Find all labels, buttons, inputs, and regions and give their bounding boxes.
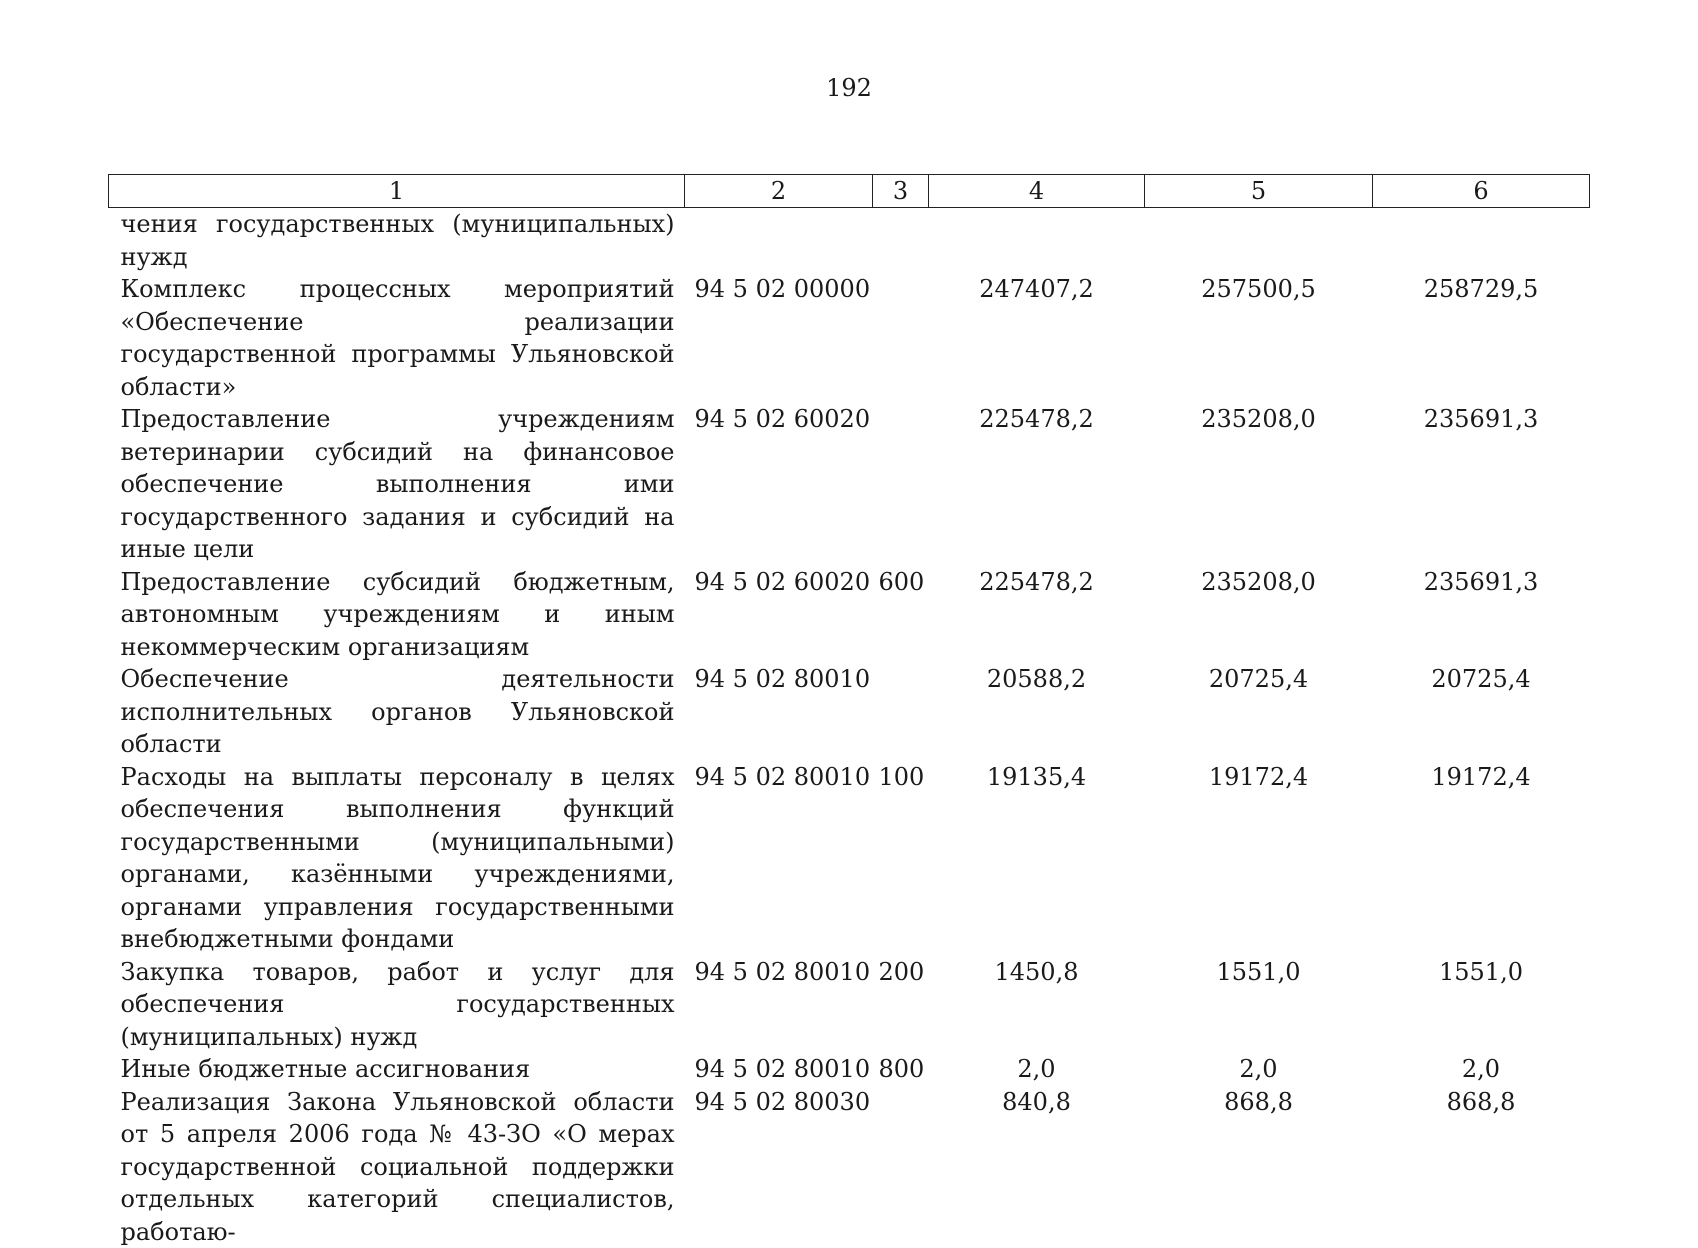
row-value-6: 235691,3 (1373, 403, 1590, 566)
row-code: 94 5 02 80030 (685, 1086, 873, 1248)
row-value-4: 20588,2 (929, 663, 1145, 761)
row-expense-type (873, 273, 929, 403)
row-name: Предоставление субсидий бюджетным, автономным учреждениям и иным некоммерческим организациям (109, 566, 685, 664)
row-expense-type: 200 (873, 956, 929, 1054)
row-value-4 (929, 208, 1145, 274)
table-row (109, 761, 1590, 956)
row-name: Расходы на выплаты персоналу в целях обеспечения выполнения функций государственными (муниципальными) органами, казёнными учреждениями, органами управления государственными внебюджетными фондами (109, 761, 685, 956)
row-value-5: 257500,5 (1145, 273, 1373, 403)
row-code: 94 5 02 80010 (685, 663, 873, 761)
table-row (109, 273, 1590, 403)
page-number: 192 (0, 74, 1698, 102)
row-expense-type (873, 1086, 929, 1248)
column-header-4: 4 (929, 175, 1145, 208)
row-value-5: 1551,0 (1145, 956, 1373, 1054)
row-value-6: 1551,0 (1373, 956, 1590, 1054)
row-value-6: 20725,4 (1373, 663, 1590, 761)
row-expense-type: 600 (873, 566, 929, 664)
row-name: Реализация Закона Ульяновской области от 5 апреля 2006 года № 43-ЗО «О мерах государственной социальной поддержки отдельных категорий специалистов, работаю- (109, 1086, 685, 1248)
row-value-4: 225478,2 (929, 403, 1145, 566)
row-expense-type: 800 (873, 1053, 929, 1086)
row-code: 94 5 02 80010 (685, 1053, 873, 1086)
budget-table (108, 174, 1590, 1248)
row-value-5: 235208,0 (1145, 403, 1373, 566)
row-code: 94 5 02 60020 (685, 403, 873, 566)
row-expense-type (873, 403, 929, 566)
table-row (109, 663, 1590, 761)
row-name: Комплекс процессных мероприятий «Обеспечение реализации государственной программы Ульяновской области» (109, 273, 685, 403)
row-value-5: 2,0 (1145, 1053, 1373, 1086)
row-value-5: 235208,0 (1145, 566, 1373, 664)
row-value-6: 19172,4 (1373, 761, 1590, 956)
row-value-6: 868,8 (1373, 1086, 1590, 1248)
row-name: Иные бюджетные ассигнования (109, 1053, 685, 1086)
row-expense-type (873, 208, 929, 274)
row-value-4: 19135,4 (929, 761, 1145, 956)
row-code: 94 5 02 80010 (685, 761, 873, 956)
table-row (109, 956, 1590, 1054)
row-value-6: 235691,3 (1373, 566, 1590, 664)
row-name: чения государственных (муниципальных) нужд (109, 208, 685, 274)
row-value-5: 868,8 (1145, 1086, 1373, 1248)
table-header-row (109, 175, 1590, 208)
row-name: Закупка товаров, работ и услуг для обеспечения государственных (муниципальных) нужд (109, 956, 685, 1054)
row-code: 94 5 02 00000 (685, 273, 873, 403)
row-code: 94 5 02 60020 (685, 566, 873, 664)
row-value-5 (1145, 208, 1373, 274)
row-value-6: 2,0 (1373, 1053, 1590, 1086)
column-header-3: 3 (873, 175, 929, 208)
table-row (109, 1086, 1590, 1248)
row-value-4: 1450,8 (929, 956, 1145, 1054)
row-value-4: 840,8 (929, 1086, 1145, 1248)
row-value-4: 247407,2 (929, 273, 1145, 403)
row-code: 94 5 02 80010 (685, 956, 873, 1054)
column-header-2: 2 (685, 175, 873, 208)
row-value-4: 225478,2 (929, 566, 1145, 664)
row-code (685, 208, 873, 274)
column-header-5: 5 (1145, 175, 1373, 208)
table-row (109, 208, 1590, 274)
row-value-4: 2,0 (929, 1053, 1145, 1086)
row-value-6 (1373, 208, 1590, 274)
row-name: Предоставление учреждениям ветеринарии субсидий на финансовое обеспечение выполнения ими государственного задания и субсидий на иные цели (109, 403, 685, 566)
row-value-6: 258729,5 (1373, 273, 1590, 403)
row-name: Обеспечение деятельности исполнительных органов Ульяновской области (109, 663, 685, 761)
row-expense-type (873, 663, 929, 761)
table-row (109, 403, 1590, 566)
row-expense-type: 100 (873, 761, 929, 956)
table-row (109, 566, 1590, 664)
row-value-5: 20725,4 (1145, 663, 1373, 761)
table-row (109, 1053, 1590, 1086)
column-header-6: 6 (1373, 175, 1590, 208)
column-header-1: 1 (109, 175, 685, 208)
row-value-5: 19172,4 (1145, 761, 1373, 956)
